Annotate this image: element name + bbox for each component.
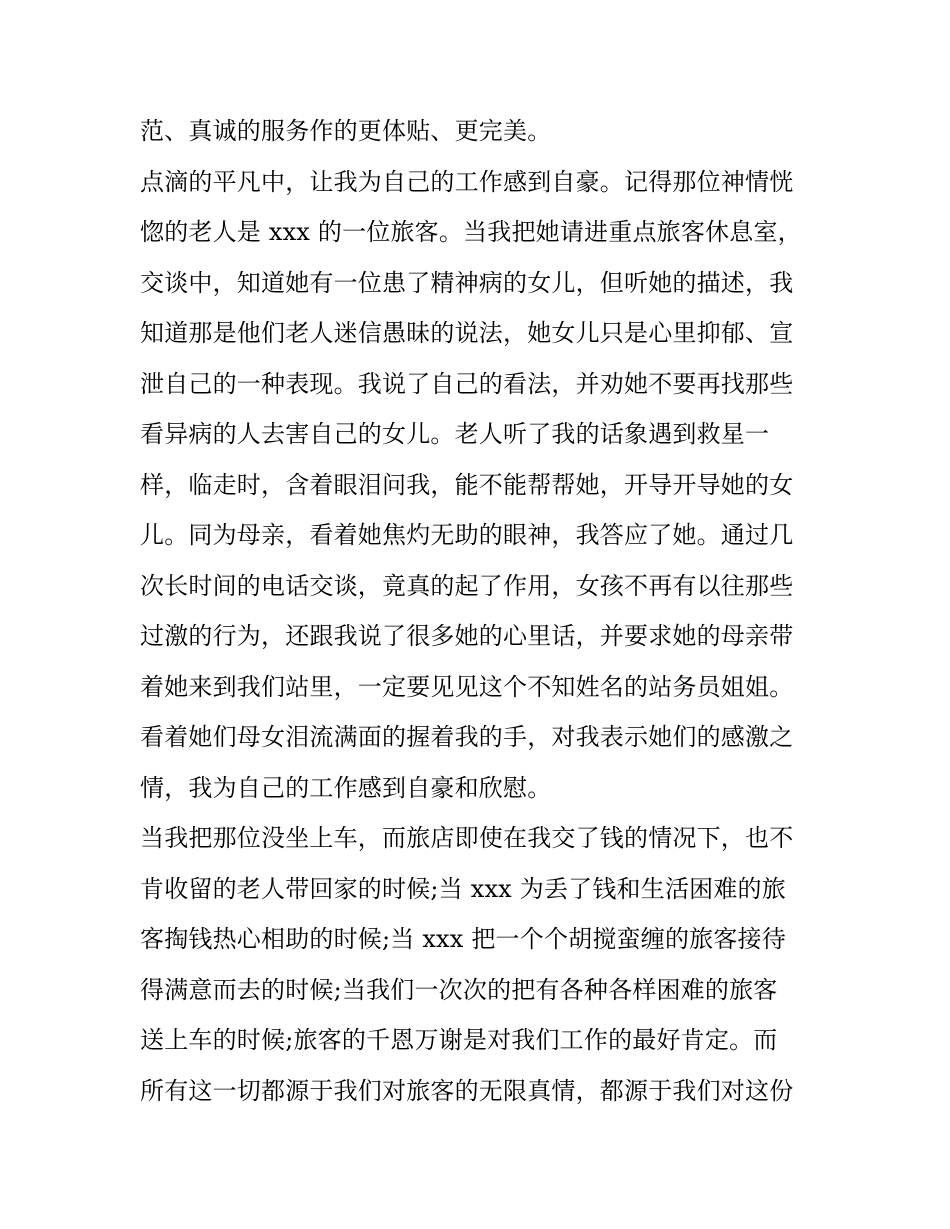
text-line: 范、真诚的服务作的更体贴、更完美。 xyxy=(140,117,552,145)
text-line: 肯收留的老人带回家的时候;当 xxx 为丢了钱和生活困难的旅 xyxy=(140,874,786,903)
text-line: 点滴的平凡中，让我为自己的工作感到自豪。记得那位神情恍 xyxy=(140,167,794,196)
text-line: 着她来到我们站里，一定要见见这个不知姓名的站务员姐姐。 xyxy=(140,672,794,701)
text-line: 样，临走时，含着眼泪问我，能不能帮帮她，开导开导她的女 xyxy=(140,470,794,499)
document-body xyxy=(140,106,820,1116)
text-line: 看着她们母女泪流满面的握着我的手，对我表示她们的感激之 xyxy=(140,723,794,751)
text-line: 看异病的人去害自己的女儿。老人听了我的话象遇到救星一 xyxy=(140,420,770,448)
text-line: 泄自己的一种表现。我说了自己的看法，并劝她不要再找那些 xyxy=(140,369,794,398)
text-line: 惚的老人是 xxx 的一位旅客。当我把她请进重点旅客休息室， xyxy=(140,218,802,246)
text-line: 过激的行为，还跟我说了很多她的心里话，并要求她的母亲带 xyxy=(140,622,794,650)
text-line: 送上车的时候;旅客的千恩万谢是对我们工作的最好肯定。而 xyxy=(140,1026,778,1054)
text-line: 得满意而去的时候;当我们一次次的把有各种各样困难的旅客 xyxy=(140,975,778,1004)
text-line: 所有这一切都源于我们对旅客的无限真情，都源于我们对这份 xyxy=(140,1076,794,1105)
text-line: 次长时间的电话交谈，竟真的起了作用，女孩不再有以往那些 xyxy=(140,571,794,600)
text-line: 知道那是他们老人迷信愚昧的说法，她女儿只是心里抑郁、宣 xyxy=(140,319,794,347)
text-line: 客掏钱热心相助的时候;当 xxx 把一个个胡搅蛮缠的旅客接待 xyxy=(140,925,786,953)
text-line: 情，我为自己的工作感到自豪和欣慰。 xyxy=(140,773,552,802)
text-line: 当我把那位没坐上车，而旅店即使在我交了钱的情况下，也不 xyxy=(140,824,794,852)
text-line: 交谈中，知道她有一位患了精神病的女儿，但听她的描述，我 xyxy=(140,268,794,297)
text-line: 儿。同为母亲，看着她焦灼无助的眼神，我答应了她。通过几 xyxy=(140,521,794,549)
